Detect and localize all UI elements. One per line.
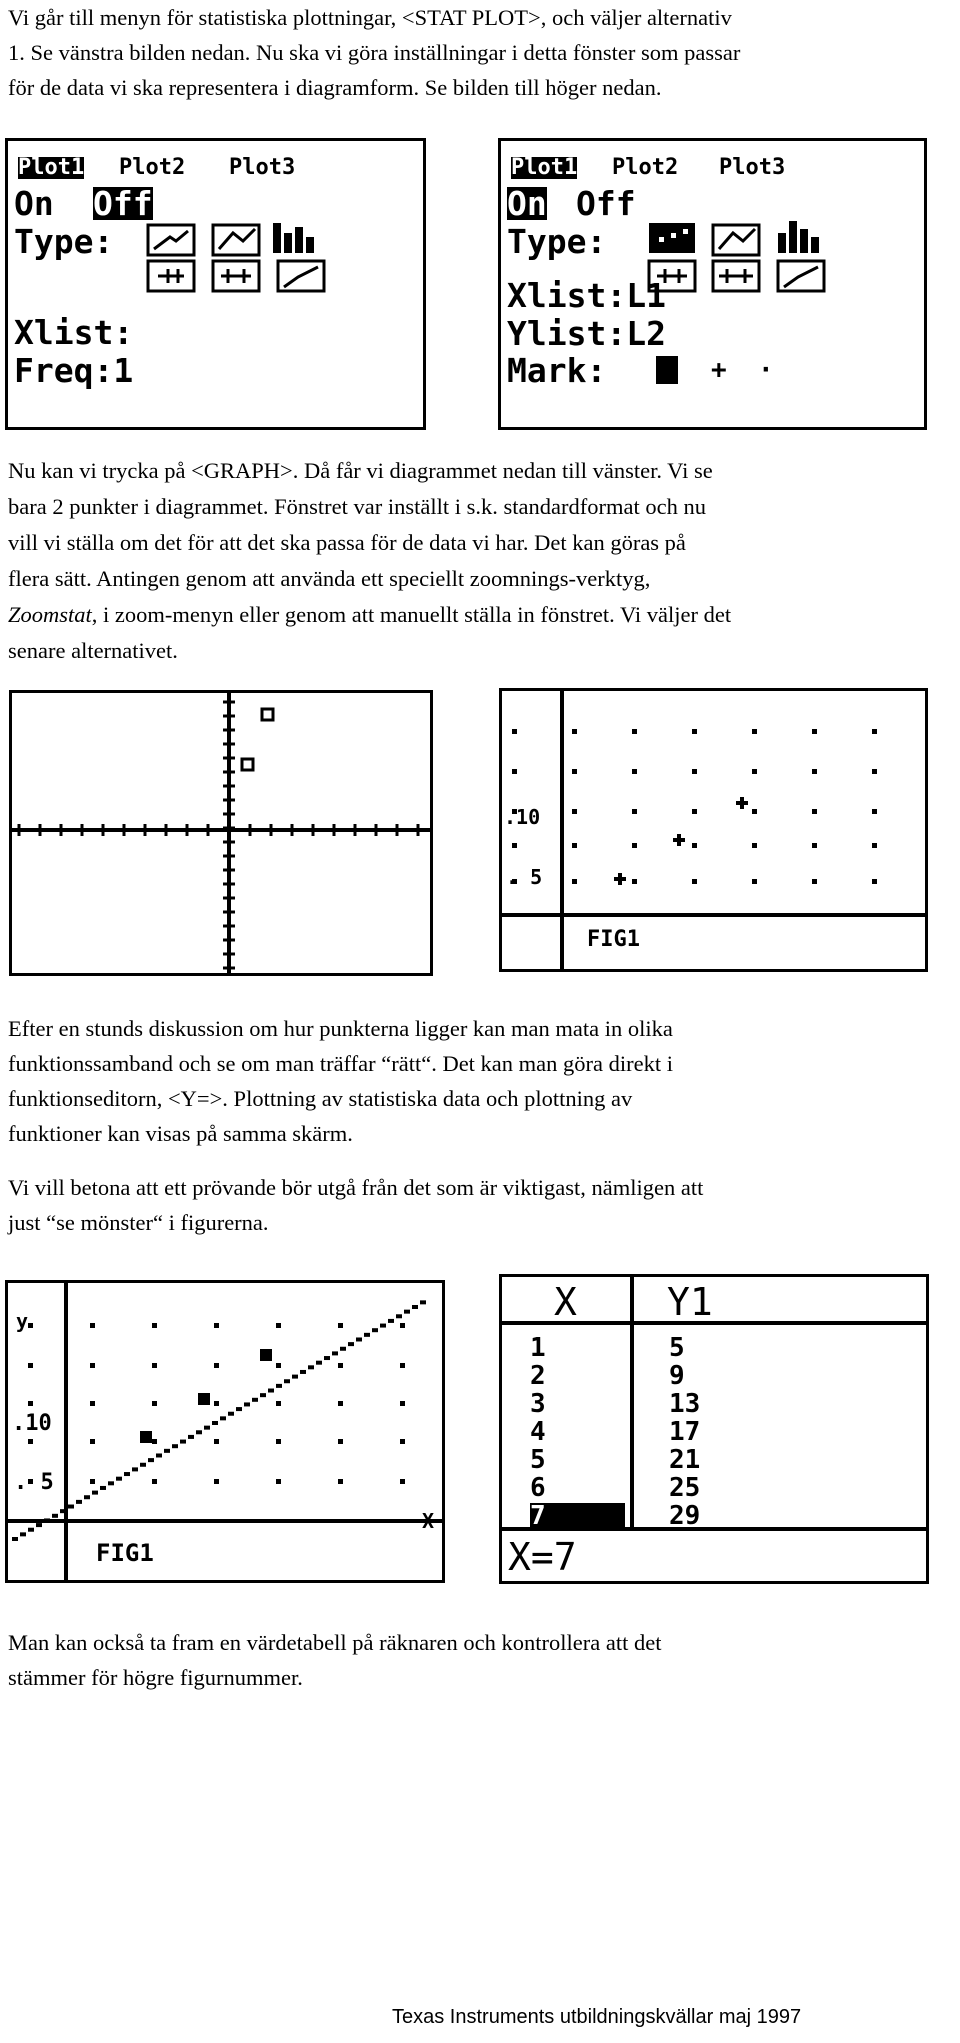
grid-dots [512, 729, 877, 884]
intro-paragraph [8, 0, 948, 105]
text-line: Man kan också ta fram en värdetabell på räknaren och kontrollera att det [8, 1630, 662, 1655]
tab-plot2: Plot2 [119, 155, 186, 180]
on-option: On [507, 184, 547, 223]
text-line: Efter en stunds diskussion om hur punkterna ligger kan man mata in olika [8, 1016, 673, 1041]
graph-adjusted-window [499, 688, 928, 972]
table-paragraph [8, 1625, 948, 1695]
tab-plot1: Plot1 [18, 155, 85, 180]
text-line: flera sätt. Antingen genom att använda ett speciellt zoomnings-verktyg, [8, 566, 651, 591]
fig-caption: FIG1 [587, 927, 640, 952]
on-option: On [14, 184, 54, 223]
discussion-paragraph [8, 1011, 948, 1151]
graph-adjusted-svg [502, 691, 928, 972]
label-y: y [16, 1309, 29, 1333]
mark-plus: + [711, 355, 727, 385]
graph-with-function [5, 1280, 445, 1583]
text-line: för de data vi ska representera i diagramform. Se bilden till höger nedan. [8, 75, 662, 100]
xlist-label: Xlist:L1 [507, 276, 666, 315]
data-point [198, 1393, 210, 1405]
text-line: 1. Se vänstra bilden nedan. Nu ska vi göra inställningar i detta fönster som passar [8, 40, 741, 65]
type-label: Type: [507, 222, 607, 261]
mark-dot: · [758, 355, 774, 385]
graph-standard-svg [12, 693, 433, 976]
text-fragment: , i zoom-menyn eller genom att manuellt ställa in fönstret. Vi väljer det [91, 602, 732, 627]
tab-plot3: Plot3 [229, 155, 296, 180]
table-cell-x: 3 [530, 1389, 546, 1419]
text-line: just “se mönster“ i figurerna. [8, 1210, 269, 1235]
ylist-label: Ylist:L2 [507, 314, 666, 353]
xlist-label: Xlist: [14, 313, 134, 352]
table-cell-x: 5 [530, 1445, 546, 1475]
table-cell-y1: 17 [669, 1417, 701, 1447]
column-header-x: X [554, 1280, 577, 1324]
text-line: Vi går till menyn för statistiska plottningar, <STAT PLOT>, och väljer alternativ [8, 5, 732, 30]
off-option: Off [576, 184, 636, 223]
label-x: X [422, 1509, 435, 1533]
data-point [614, 873, 626, 885]
text-line: Vi vill betona att ett prövande bör utgå från det som är viktigast, nämligen att [8, 1175, 704, 1200]
table-footer: X=7 [508, 1535, 577, 1579]
data-point [736, 797, 748, 809]
text-line: senare alternativet. [8, 638, 178, 663]
tab-plot2: Plot2 [612, 155, 679, 180]
tab-plot1: Plot1 [511, 155, 578, 180]
emphasis-paragraph [8, 1170, 948, 1240]
stat-plot-screen-right [498, 138, 927, 430]
table-cell-y1: 29 [669, 1501, 701, 1531]
data-point [140, 1431, 152, 1443]
label-5: . 5 [506, 865, 543, 889]
stat-plot-screen-left [5, 138, 426, 430]
label-5: . 5 [14, 1470, 54, 1495]
freq-label: Freq:1 [14, 351, 134, 390]
table-cell-x: 6 [530, 1473, 546, 1503]
graph-function-svg [8, 1283, 445, 1583]
text-line: stämmer för högre figurnummer. [8, 1665, 303, 1690]
text-line: funktionssamband och se om man träffar “rätt“. Det kan man göra direkt i [8, 1051, 673, 1076]
table-cell-y1: 9 [669, 1361, 685, 1391]
data-point [262, 709, 273, 720]
graph-paragraph [8, 453, 948, 669]
type-label: Type: [14, 222, 114, 261]
zoomstat-term: Zoomstat [8, 602, 92, 627]
tab-plot3: Plot3 [719, 155, 786, 180]
table-cell-x: 2 [530, 1361, 546, 1391]
page-footer: Texas Instruments utbildningskvällar maj 1997 [392, 2006, 802, 2028]
table-cell-x: 1 [530, 1333, 546, 1363]
text-line: Nu kan vi trycka på <GRAPH>. Då får vi diagrammet nedan till vänster. Vi se [8, 458, 713, 483]
table-cell-y1: 13 [669, 1389, 701, 1419]
text-line: funktionseditorn, <Y=>. Plottning av statistiska data och plottning av [8, 1086, 633, 1111]
table-cell-x: 7 [530, 1503, 625, 1529]
data-point [260, 1349, 272, 1361]
data-point [242, 759, 253, 770]
table-cell-x: 4 [530, 1417, 546, 1447]
text-line: funktioner kan visas på samma skärm. [8, 1121, 353, 1146]
label-10: .10 [12, 1411, 52, 1436]
text-line: bara 2 punkter i diagrammet. Fönstret var inställt i s.k. standardformat och nu [8, 494, 706, 519]
column-header-y1: Y1 [667, 1280, 713, 1324]
function-line [12, 1300, 426, 1541]
text-line: vill vi ställa om det för att det ska passa för de data vi har. Det kan göras på [8, 530, 686, 555]
table-cell-y1: 5 [669, 1333, 685, 1363]
mark-label: Mark: [507, 351, 607, 390]
table-cell-y1: 25 [669, 1473, 701, 1503]
data-point [673, 834, 685, 846]
text-line [8, 602, 731, 627]
value-table-screen [499, 1274, 929, 1584]
fig-caption: FIG1 [96, 1539, 154, 1567]
graph-standard-window [9, 690, 433, 976]
table-cell-y1: 21 [669, 1445, 701, 1475]
grid-dots [28, 1323, 405, 1484]
off-option: Off [93, 184, 153, 223]
label-10: .10 [504, 805, 541, 829]
